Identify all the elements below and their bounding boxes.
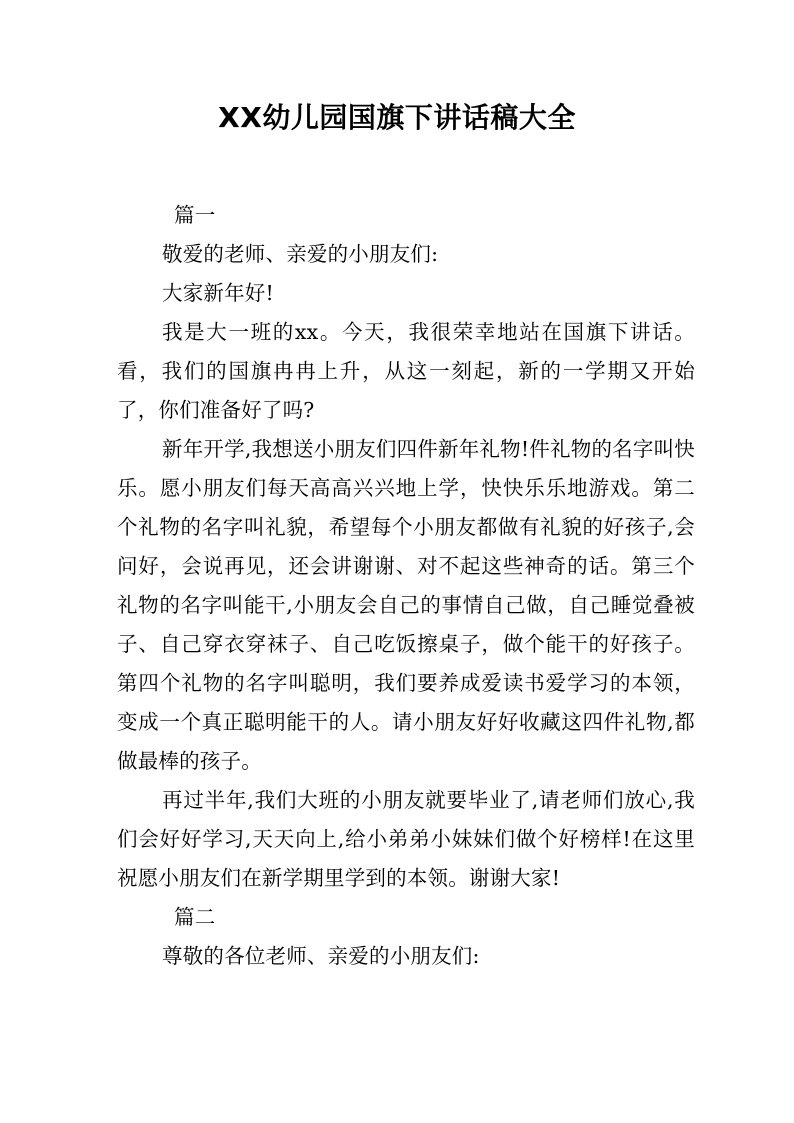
greeting: 大家新年好! [162,281,274,305]
paragraph-intro: 我是大一班的xx。今天，我很荣幸地站在国旗下讲话。看，我们的国旗冉冉上升，从这一刻起，新的一学期又开始了，你们准备好了吗? [117,320,695,422]
section-heading-1: 篇一 [174,203,216,227]
salutation: 敬爱的老师、亲爱的小朋友们: [162,242,439,266]
document-title: XX幼儿园国旗下讲话稿大全 [218,101,576,134]
document-body [117,196,695,976]
section-heading-2: 篇二 [174,905,216,929]
paragraph-closing: 再过半年,我们大班的小朋友就要毕业了,请老师们放心,我们会好好学习,天天向上,给小弟弟小妹妹们做个好榜样!在这里祝愿小朋友们在新学期里学到的本领。谢谢大家! [117,788,695,890]
salutation-2: 尊敬的各位老师、亲爱的小朋友们: [162,944,480,968]
paragraph-gifts: 新年开学,我想送小朋友们四件新年礼物!件礼物的名字叫快乐。愿小朋友们每天高高兴兴地上学，快快乐乐地游戏。第二个礼物的名字叫礼貌，希望每个小朋友都做有礼貌的好孩子,会问好，会说再见，还会讲谢谢、对不起这些神奇的话。第三个礼物的名字叫能干,小朋友会自己的事情自己做，自己睡觉叠被子、自己穿衣穿袜子、自己吃饭擦桌子，做个能干的好孩子。第四个礼物的名字叫聪明，我们要养成爱读书爱学习的本领，变成一个真正聪明能干的人。请小朋友好好收藏这四件礼物,都做最棒的孩子。 [117,437,695,773]
